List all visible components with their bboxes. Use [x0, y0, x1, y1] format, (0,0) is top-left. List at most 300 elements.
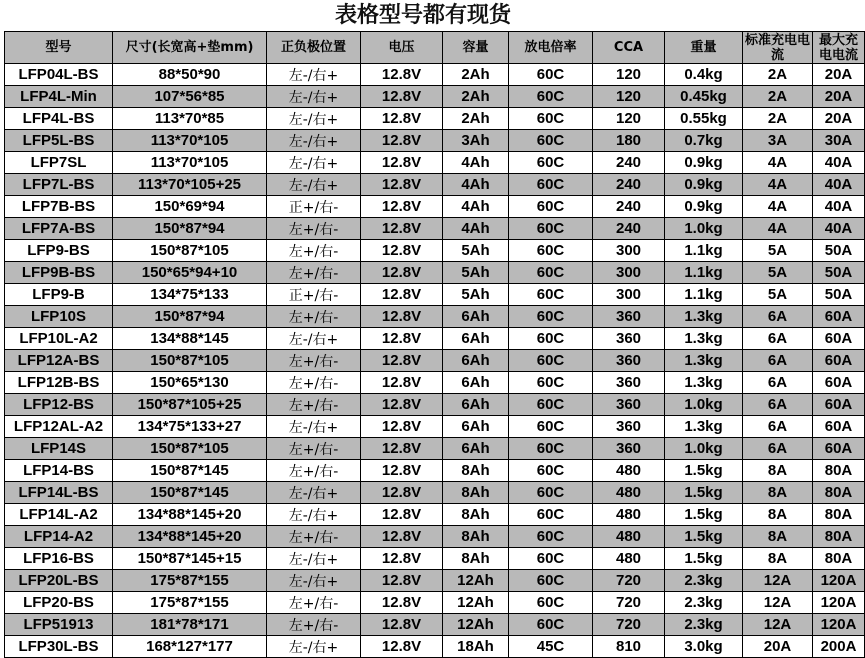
- cell-max-charge-current: 120A: [813, 592, 865, 614]
- cell-standard-charge-current: 5A: [743, 284, 813, 306]
- cell-weight: 1.5kg: [665, 460, 743, 482]
- cell-cca: 480: [593, 548, 665, 570]
- cell-weight: 1.3kg: [665, 328, 743, 350]
- cell-cca: 360: [593, 328, 665, 350]
- cell-discharge-rate: 60C: [509, 416, 593, 438]
- cell-model: LFP7B-BS: [5, 196, 113, 218]
- cell-cca: 720: [593, 592, 665, 614]
- cell-dimensions: 150*69*94: [113, 196, 267, 218]
- cell-standard-charge-current: 12A: [743, 614, 813, 636]
- cell-model: LFP14-BS: [5, 460, 113, 482]
- cell-terminal-position: 左-/右+: [267, 504, 361, 526]
- cell-max-charge-current: 60A: [813, 416, 865, 438]
- cell-terminal-position: 左+/右-: [267, 460, 361, 482]
- cell-max-charge-current: 40A: [813, 152, 865, 174]
- cell-cca: 720: [593, 570, 665, 592]
- cell-max-charge-current: 30A: [813, 130, 865, 152]
- cell-capacity: 8Ah: [443, 460, 509, 482]
- cell-model: LFP20L-BS: [5, 570, 113, 592]
- cell-dimensions: 181*78*171: [113, 614, 267, 636]
- cell-weight: 1.5kg: [665, 504, 743, 526]
- table-row: [5, 504, 865, 526]
- cell-model: LFP14S: [5, 438, 113, 460]
- cell-weight: 1.3kg: [665, 306, 743, 328]
- cell-model: LFP5L-BS: [5, 130, 113, 152]
- cell-discharge-rate: 60C: [509, 548, 593, 570]
- cell-standard-charge-current: 8A: [743, 548, 813, 570]
- table-row: [5, 130, 865, 152]
- table-row: [5, 174, 865, 196]
- cell-max-charge-current: 50A: [813, 262, 865, 284]
- cell-model: LFP14L-BS: [5, 482, 113, 504]
- header-discharge-rate: 放电倍率: [509, 32, 593, 64]
- cell-capacity: 6Ah: [443, 372, 509, 394]
- cell-capacity: 6Ah: [443, 438, 509, 460]
- table-row: [5, 548, 865, 570]
- cell-capacity: 4Ah: [443, 218, 509, 240]
- table-row: [5, 262, 865, 284]
- cell-voltage: 12.8V: [361, 504, 443, 526]
- cell-standard-charge-current: 8A: [743, 482, 813, 504]
- cell-model: LFP12A-BS: [5, 350, 113, 372]
- cell-max-charge-current: 50A: [813, 240, 865, 262]
- cell-cca: 360: [593, 416, 665, 438]
- cell-dimensions: 134*75*133+27: [113, 416, 267, 438]
- cell-weight: 1.1kg: [665, 284, 743, 306]
- cell-cca: 480: [593, 504, 665, 526]
- cell-max-charge-current: 20A: [813, 64, 865, 86]
- cell-max-charge-current: 120A: [813, 614, 865, 636]
- cell-standard-charge-current: 12A: [743, 570, 813, 592]
- cell-max-charge-current: 60A: [813, 372, 865, 394]
- cell-standard-charge-current: 20A: [743, 636, 813, 658]
- header-standard-charge-current: 标准充电电流: [743, 32, 813, 64]
- table-row: [5, 526, 865, 548]
- cell-terminal-position: 左+/右-: [267, 526, 361, 548]
- cell-dimensions: 134*88*145+20: [113, 504, 267, 526]
- table-row: [5, 284, 865, 306]
- cell-discharge-rate: 60C: [509, 130, 593, 152]
- cell-standard-charge-current: 6A: [743, 438, 813, 460]
- cell-max-charge-current: 80A: [813, 504, 865, 526]
- cell-cca: 240: [593, 152, 665, 174]
- cell-voltage: 12.8V: [361, 218, 443, 240]
- cell-discharge-rate: 60C: [509, 350, 593, 372]
- cell-capacity: 4Ah: [443, 196, 509, 218]
- cell-capacity: 5Ah: [443, 262, 509, 284]
- cell-capacity: 8Ah: [443, 526, 509, 548]
- table-row: [5, 592, 865, 614]
- cell-cca: 480: [593, 460, 665, 482]
- table-row: [5, 64, 865, 86]
- cell-terminal-position: 左+/右-: [267, 262, 361, 284]
- cell-capacity: 6Ah: [443, 350, 509, 372]
- cell-dimensions: 150*87*145: [113, 482, 267, 504]
- header-capacity: 容量: [443, 32, 509, 64]
- cell-terminal-position: 左-/右+: [267, 108, 361, 130]
- table-row: [5, 328, 865, 350]
- header-model: 型号: [5, 32, 113, 64]
- cell-voltage: 12.8V: [361, 548, 443, 570]
- cell-standard-charge-current: 2A: [743, 108, 813, 130]
- table-row: [5, 460, 865, 482]
- table-row: [5, 218, 865, 240]
- cell-model: LFP7L-BS: [5, 174, 113, 196]
- cell-voltage: 12.8V: [361, 174, 443, 196]
- cell-weight: 1.3kg: [665, 416, 743, 438]
- table-row: [5, 306, 865, 328]
- header-voltage: 电压: [361, 32, 443, 64]
- cell-max-charge-current: 80A: [813, 548, 865, 570]
- cell-weight: 0.45kg: [665, 86, 743, 108]
- cell-dimensions: 175*87*155: [113, 592, 267, 614]
- cell-terminal-position: 左-/右+: [267, 636, 361, 658]
- cell-weight: 0.4kg: [665, 64, 743, 86]
- cell-standard-charge-current: 4A: [743, 174, 813, 196]
- cell-max-charge-current: 20A: [813, 108, 865, 130]
- cell-capacity: 4Ah: [443, 152, 509, 174]
- cell-cca: 300: [593, 284, 665, 306]
- cell-max-charge-current: 40A: [813, 174, 865, 196]
- cell-dimensions: 150*87*105: [113, 350, 267, 372]
- cell-dimensions: 134*75*133: [113, 284, 267, 306]
- cell-weight: 0.7kg: [665, 130, 743, 152]
- cell-dimensions: 150*87*105: [113, 240, 267, 262]
- header-max-charge-current: 最大充电电流: [813, 32, 865, 64]
- cell-dimensions: 150*87*94: [113, 218, 267, 240]
- cell-model: LFP51913: [5, 614, 113, 636]
- table-row: [5, 482, 865, 504]
- header-weight: 重量: [665, 32, 743, 64]
- cell-weight: 1.0kg: [665, 394, 743, 416]
- cell-voltage: 12.8V: [361, 240, 443, 262]
- cell-terminal-position: 左-/右+: [267, 130, 361, 152]
- cell-standard-charge-current: 6A: [743, 350, 813, 372]
- cell-discharge-rate: 60C: [509, 504, 593, 526]
- cell-cca: 720: [593, 614, 665, 636]
- cell-weight: 0.55kg: [665, 108, 743, 130]
- cell-voltage: 12.8V: [361, 284, 443, 306]
- cell-cca: 810: [593, 636, 665, 658]
- cell-weight: 1.3kg: [665, 350, 743, 372]
- cell-cca: 240: [593, 218, 665, 240]
- cell-capacity: 3Ah: [443, 130, 509, 152]
- cell-dimensions: 134*88*145+20: [113, 526, 267, 548]
- cell-max-charge-current: 60A: [813, 438, 865, 460]
- cell-weight: 1.1kg: [665, 262, 743, 284]
- cell-model: LFP10L-A2: [5, 328, 113, 350]
- cell-terminal-position: 左+/右-: [267, 218, 361, 240]
- cell-terminal-position: 左+/右-: [267, 240, 361, 262]
- table-row: [5, 636, 865, 658]
- cell-terminal-position: 左-/右+: [267, 482, 361, 504]
- cell-max-charge-current: 60A: [813, 328, 865, 350]
- cell-cca: 120: [593, 108, 665, 130]
- cell-voltage: 12.8V: [361, 394, 443, 416]
- cell-weight: 1.5kg: [665, 526, 743, 548]
- cell-discharge-rate: 60C: [509, 108, 593, 130]
- cell-dimensions: 134*88*145: [113, 328, 267, 350]
- cell-cca: 360: [593, 350, 665, 372]
- cell-dimensions: 168*127*177: [113, 636, 267, 658]
- cell-dimensions: 150*87*105+25: [113, 394, 267, 416]
- table-row: [5, 152, 865, 174]
- cell-weight: 1.1kg: [665, 240, 743, 262]
- cell-voltage: 12.8V: [361, 372, 443, 394]
- cell-weight: 1.0kg: [665, 218, 743, 240]
- cell-voltage: 12.8V: [361, 460, 443, 482]
- cell-voltage: 12.8V: [361, 438, 443, 460]
- cell-standard-charge-current: 6A: [743, 328, 813, 350]
- cell-max-charge-current: 120A: [813, 570, 865, 592]
- cell-max-charge-current: 40A: [813, 196, 865, 218]
- cell-terminal-position: 左+/右-: [267, 306, 361, 328]
- cell-voltage: 12.8V: [361, 350, 443, 372]
- cell-capacity: 18Ah: [443, 636, 509, 658]
- cell-discharge-rate: 45C: [509, 636, 593, 658]
- cell-weight: 1.3kg: [665, 372, 743, 394]
- cell-capacity: 6Ah: [443, 328, 509, 350]
- cell-discharge-rate: 60C: [509, 196, 593, 218]
- cell-discharge-rate: 60C: [509, 482, 593, 504]
- cell-model: LFP16-BS: [5, 548, 113, 570]
- cell-terminal-position: 左-/右+: [267, 328, 361, 350]
- cell-model: LFP12-BS: [5, 394, 113, 416]
- table-row: [5, 394, 865, 416]
- table-row: [5, 240, 865, 262]
- cell-standard-charge-current: 12A: [743, 592, 813, 614]
- cell-dimensions: 150*65*94+10: [113, 262, 267, 284]
- table-row: [5, 372, 865, 394]
- table-row: [5, 108, 865, 130]
- cell-voltage: 12.8V: [361, 526, 443, 548]
- cell-max-charge-current: 20A: [813, 86, 865, 108]
- cell-discharge-rate: 60C: [509, 438, 593, 460]
- cell-cca: 360: [593, 306, 665, 328]
- cell-max-charge-current: 80A: [813, 526, 865, 548]
- cell-discharge-rate: 60C: [509, 526, 593, 548]
- cell-dimensions: 113*70*105: [113, 130, 267, 152]
- cell-model: LFP10S: [5, 306, 113, 328]
- cell-model: LFP14L-A2: [5, 504, 113, 526]
- cell-standard-charge-current: 8A: [743, 504, 813, 526]
- cell-model: LFP4L-Min: [5, 86, 113, 108]
- cell-capacity: 8Ah: [443, 504, 509, 526]
- cell-discharge-rate: 60C: [509, 262, 593, 284]
- cell-standard-charge-current: 8A: [743, 526, 813, 548]
- cell-discharge-rate: 60C: [509, 460, 593, 482]
- page-title: 表格型号都有现货: [334, 2, 511, 28]
- cell-discharge-rate: 60C: [509, 614, 593, 636]
- cell-terminal-position: 左+/右-: [267, 394, 361, 416]
- cell-capacity: 12Ah: [443, 614, 509, 636]
- cell-terminal-position: 左-/右+: [267, 416, 361, 438]
- cell-standard-charge-current: 4A: [743, 152, 813, 174]
- cell-terminal-position: 左+/右-: [267, 350, 361, 372]
- cell-capacity: 12Ah: [443, 570, 509, 592]
- table-row: [5, 196, 865, 218]
- cell-standard-charge-current: 2A: [743, 86, 813, 108]
- cell-cca: 240: [593, 196, 665, 218]
- cell-capacity: 8Ah: [443, 548, 509, 570]
- cell-capacity: 6Ah: [443, 306, 509, 328]
- cell-max-charge-current: 60A: [813, 394, 865, 416]
- cell-capacity: 12Ah: [443, 592, 509, 614]
- cell-discharge-rate: 60C: [509, 592, 593, 614]
- cell-weight: 2.3kg: [665, 614, 743, 636]
- cell-dimensions: 150*87*105: [113, 438, 267, 460]
- cell-discharge-rate: 60C: [509, 218, 593, 240]
- cell-model: LFP9-B: [5, 284, 113, 306]
- cell-terminal-position: 左+/右-: [267, 592, 361, 614]
- cell-voltage: 12.8V: [361, 306, 443, 328]
- cell-standard-charge-current: 4A: [743, 218, 813, 240]
- cell-max-charge-current: 60A: [813, 306, 865, 328]
- cell-max-charge-current: 50A: [813, 284, 865, 306]
- cell-terminal-position: 左-/右+: [267, 152, 361, 174]
- cell-discharge-rate: 60C: [509, 86, 593, 108]
- cell-discharge-rate: 60C: [509, 152, 593, 174]
- cell-dimensions: 113*70*85: [113, 108, 267, 130]
- cell-capacity: 2Ah: [443, 64, 509, 86]
- cell-cca: 480: [593, 526, 665, 548]
- cell-max-charge-current: 80A: [813, 460, 865, 482]
- cell-capacity: 2Ah: [443, 108, 509, 130]
- cell-max-charge-current: 200A: [813, 636, 865, 658]
- cell-terminal-position: 左+/右-: [267, 438, 361, 460]
- header-dimensions: 尺寸(长宽高+垫mm): [113, 32, 267, 64]
- cell-discharge-rate: 60C: [509, 394, 593, 416]
- cell-standard-charge-current: 5A: [743, 240, 813, 262]
- header-row: [5, 32, 865, 64]
- cell-voltage: 12.8V: [361, 416, 443, 438]
- cell-standard-charge-current: 2A: [743, 64, 813, 86]
- cell-capacity: 5Ah: [443, 240, 509, 262]
- cell-cca: 480: [593, 482, 665, 504]
- table-row: [5, 416, 865, 438]
- cell-standard-charge-current: 5A: [743, 262, 813, 284]
- cell-weight: 2.3kg: [665, 592, 743, 614]
- header-cca: CCA: [593, 32, 665, 64]
- table-row: [5, 570, 865, 592]
- cell-terminal-position: 左+/右-: [267, 614, 361, 636]
- cell-max-charge-current: 80A: [813, 482, 865, 504]
- cell-cca: 300: [593, 240, 665, 262]
- cell-voltage: 12.8V: [361, 152, 443, 174]
- cell-cca: 120: [593, 86, 665, 108]
- table-row: [5, 614, 865, 636]
- cell-discharge-rate: 60C: [509, 240, 593, 262]
- cell-model: LFP14-A2: [5, 526, 113, 548]
- cell-capacity: 6Ah: [443, 416, 509, 438]
- cell-voltage: 12.8V: [361, 262, 443, 284]
- cell-standard-charge-current: 6A: [743, 372, 813, 394]
- cell-cca: 360: [593, 394, 665, 416]
- cell-voltage: 12.8V: [361, 592, 443, 614]
- cell-weight: 2.3kg: [665, 570, 743, 592]
- cell-voltage: 12.8V: [361, 328, 443, 350]
- cell-standard-charge-current: 8A: [743, 460, 813, 482]
- cell-discharge-rate: 60C: [509, 372, 593, 394]
- cell-weight: 1.0kg: [665, 438, 743, 460]
- cell-discharge-rate: 60C: [509, 284, 593, 306]
- cell-model: LFP30L-BS: [5, 636, 113, 658]
- cell-discharge-rate: 60C: [509, 306, 593, 328]
- cell-voltage: 12.8V: [361, 108, 443, 130]
- cell-voltage: 12.8V: [361, 130, 443, 152]
- cell-voltage: 12.8V: [361, 614, 443, 636]
- cell-dimensions: 150*87*145+15: [113, 548, 267, 570]
- cell-cca: 180: [593, 130, 665, 152]
- cell-weight: 1.5kg: [665, 548, 743, 570]
- cell-standard-charge-current: 4A: [743, 196, 813, 218]
- cell-cca: 360: [593, 438, 665, 460]
- cell-weight: 3.0kg: [665, 636, 743, 658]
- cell-cca: 360: [593, 372, 665, 394]
- cell-weight: 1.5kg: [665, 482, 743, 504]
- cell-model: LFP7A-BS: [5, 218, 113, 240]
- cell-capacity: 8Ah: [443, 482, 509, 504]
- cell-terminal-position: 左+/右-: [267, 372, 361, 394]
- cell-voltage: 12.8V: [361, 86, 443, 108]
- cell-terminal-position: 正+/右-: [267, 284, 361, 306]
- cell-voltage: 12.8V: [361, 482, 443, 504]
- cell-dimensions: 113*70*105+25: [113, 174, 267, 196]
- cell-max-charge-current: 40A: [813, 218, 865, 240]
- cell-model: LFP7SL: [5, 152, 113, 174]
- cell-voltage: 12.8V: [361, 636, 443, 658]
- cell-dimensions: 88*50*90: [113, 64, 267, 86]
- cell-max-charge-current: 60A: [813, 350, 865, 372]
- table-row: [5, 350, 865, 372]
- cell-weight: 0.9kg: [665, 174, 743, 196]
- cell-standard-charge-current: 3A: [743, 130, 813, 152]
- cell-terminal-position: 左-/右+: [267, 570, 361, 592]
- cell-model: LFP9-BS: [5, 240, 113, 262]
- cell-model: LFP12AL-A2: [5, 416, 113, 438]
- cell-voltage: 12.8V: [361, 64, 443, 86]
- cell-terminal-position: 左-/右+: [267, 174, 361, 196]
- cell-terminal-position: 左-/右+: [267, 548, 361, 570]
- cell-capacity: 6Ah: [443, 394, 509, 416]
- cell-capacity: 4Ah: [443, 174, 509, 196]
- cell-standard-charge-current: 6A: [743, 416, 813, 438]
- cell-weight: 0.9kg: [665, 152, 743, 174]
- cell-model: LFP9B-BS: [5, 262, 113, 284]
- cell-model: LFP04L-BS: [5, 64, 113, 86]
- cell-model: LFP12B-BS: [5, 372, 113, 394]
- cell-voltage: 12.8V: [361, 570, 443, 592]
- cell-standard-charge-current: 6A: [743, 306, 813, 328]
- cell-dimensions: 150*65*130: [113, 372, 267, 394]
- cell-terminal-position: 正+/右-: [267, 196, 361, 218]
- cell-weight: 0.9kg: [665, 196, 743, 218]
- cell-terminal-position: 左-/右+: [267, 64, 361, 86]
- header-terminal-position: 正负极位置: [267, 32, 361, 64]
- cell-cca: 120: [593, 64, 665, 86]
- cell-capacity: 5Ah: [443, 284, 509, 306]
- cell-cca: 300: [593, 262, 665, 284]
- cell-discharge-rate: 60C: [509, 174, 593, 196]
- cell-dimensions: 175*87*155: [113, 570, 267, 592]
- cell-cca: 240: [593, 174, 665, 196]
- cell-model: LFP4L-BS: [5, 108, 113, 130]
- cell-discharge-rate: 60C: [509, 570, 593, 592]
- cell-discharge-rate: 60C: [509, 328, 593, 350]
- cell-standard-charge-current: 6A: [743, 394, 813, 416]
- cell-dimensions: 113*70*105: [113, 152, 267, 174]
- cell-dimensions: 107*56*85: [113, 86, 267, 108]
